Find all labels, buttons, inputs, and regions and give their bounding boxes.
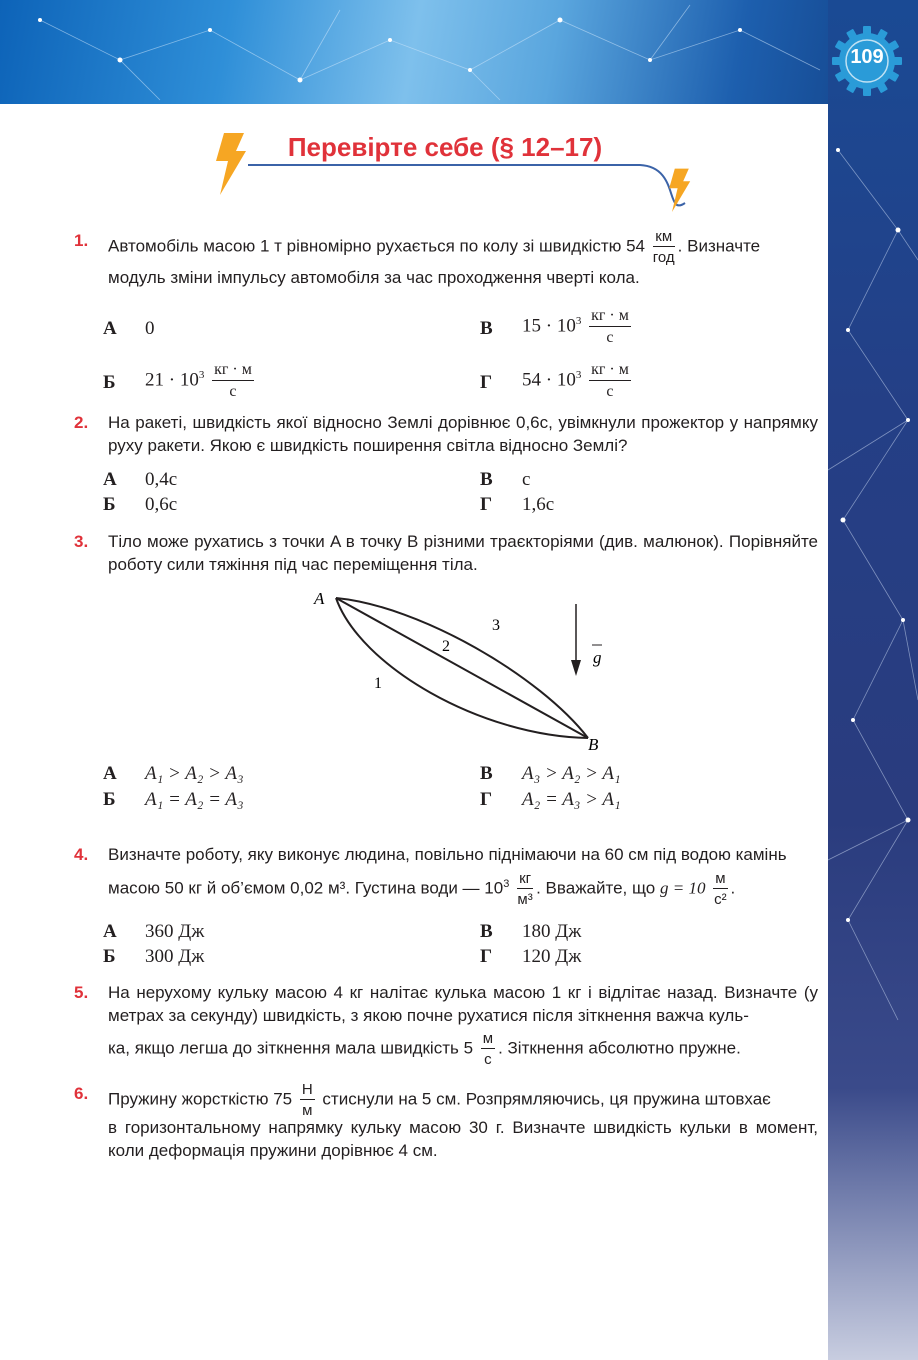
question-text: Автомобіль масою 1 т рівномірно рухається по колу зі швидкістю 54: [108, 236, 646, 256]
question-text: Визначте роботу, яку виконує людина, повільно піднімаючи на 60 см під водою камінь: [108, 845, 787, 864]
question-text: На ракеті, швидкість якої відносно Землі дорівнює 0,6c, увімкнули прожектор у напрямку руху ракети. Якою є швидкість поширення світла відносно Землі?: [108, 413, 818, 455]
unit-fraction: $\frac{м}{с}$: [482, 1030, 494, 1068]
question-number: 4.: [74, 845, 89, 864]
trajectory-2: [336, 598, 588, 738]
page-title: Перевірте себе (§ 12–17): [287, 132, 603, 162]
unit-fraction: $\frac{км}{\text{год}}$: [652, 228, 675, 266]
question-number: 2.: [74, 413, 89, 432]
header-background: [0, 0, 918, 104]
question-number: 5.: [74, 983, 89, 1002]
question-text: На нерухому кульку масою 4 кг налітає кулька масою 1 кг і відлітає назад. Визначте (у метрах за секунду) швидкість, з якою почне рухатися після зіткнення важча куль-: [108, 983, 818, 1025]
point-b-label: B: [588, 735, 599, 754]
point-a-label: A: [314, 589, 325, 608]
question-text: модуль зміни імпульсу автомобіля за час проходження чверті кола.: [108, 268, 640, 287]
path-2-label: 2: [442, 638, 450, 655]
unit-fraction: $\frac{кг}{\text{м³}}$: [517, 870, 533, 908]
constellation-decoration: [0, 0, 918, 104]
question-number: 1.: [74, 231, 89, 250]
unit-fraction: $\frac{Н}{м}$: [301, 1081, 313, 1119]
trajectory-figure: [300, 586, 620, 756]
g-vector-label: g: [593, 648, 602, 667]
lightning-icon: [216, 133, 246, 195]
page-number: 109: [850, 46, 884, 68]
unit-fraction: $\frac{м}{\text{с²}}$: [714, 870, 727, 908]
side-constellation-decoration: [828, 0, 918, 1360]
path-1-label: 1: [374, 675, 382, 692]
arrow-head-icon: [571, 660, 581, 676]
question-number: 6.: [74, 1084, 89, 1103]
question-number: 3.: [74, 532, 89, 551]
path-3-label: 3: [492, 617, 500, 634]
question-text: в горизонтальному напрямку кульку масою 30 г. Визначте швидкість кульки в момент, коли деформація пружини дорівнює 4 см.: [108, 1118, 818, 1160]
side-band: [828, 0, 918, 1360]
question-text: Тіло може рухатись з точки A в точку B різними траєкторіями (див. малюнок). Порівняйте роботу сили тяжіння під час переміщення тіла.: [108, 532, 818, 574]
